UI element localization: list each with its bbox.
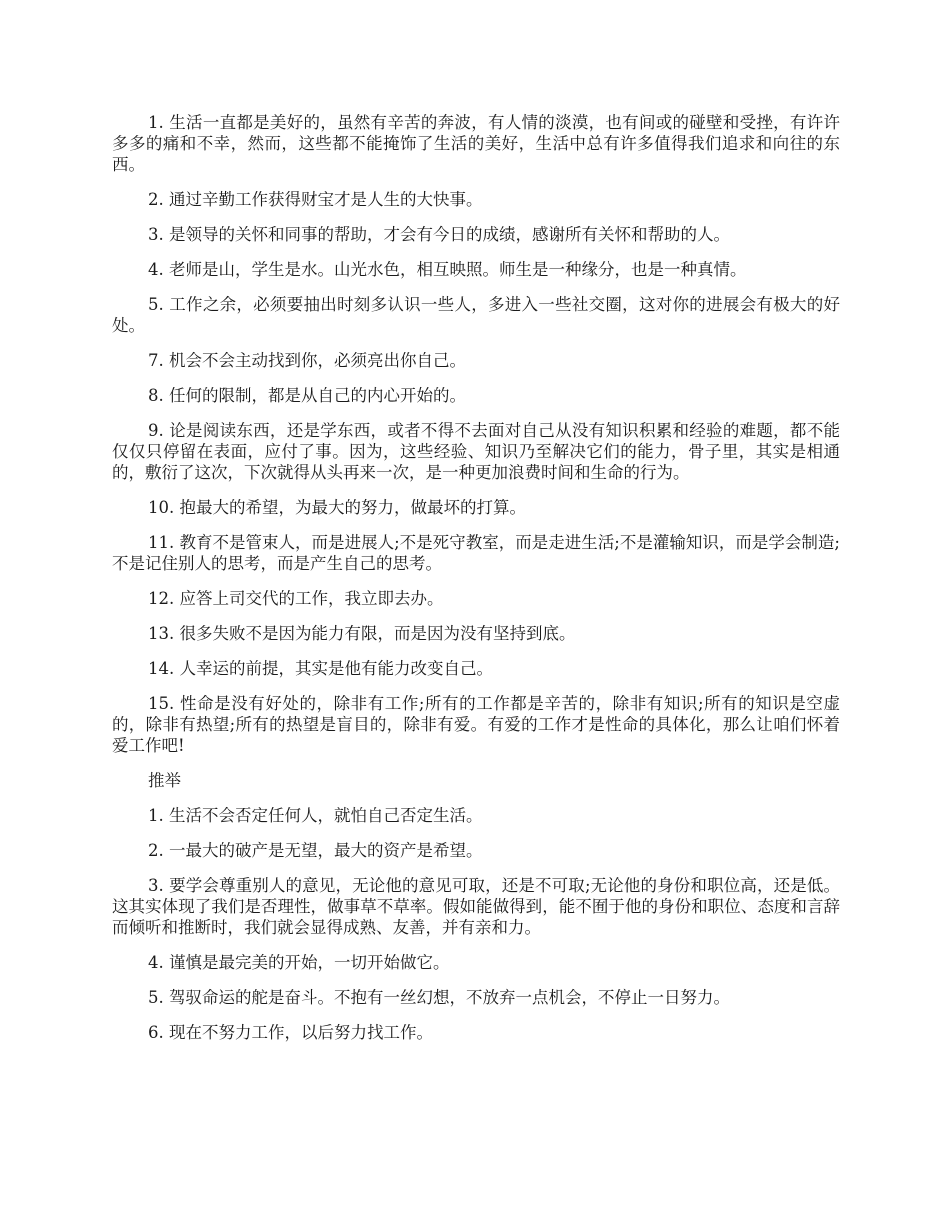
paragraph: 1. 生活不会否定任何人，就怕自己否定生活。 [148,806,483,825]
document-body [112,112,840,1057]
paragraph: 14. 人幸运的前提，其实是他有能力改变自己。 [148,659,493,678]
paragraph: 13. 很多失败不是因为能力有限，而是因为没有坚持到底。 [148,624,576,643]
paragraph: 3. 要学会尊重别人的意见，无论他的意见可取，还是不可取;无论他的身份和职位高，还是低。这其实体现了我们是否理性，做事草不草率。假如能做得到，能不囿于他的身份和职位、态度和言辞而倾听和推断时，我们就会显得成熟、友善，并有亲和力。 [112,876,840,937]
section-heading: 推举 [148,771,181,790]
paragraph: 3. 是领导的关怀和同事的帮助，才会有今日的成绩，感谢所有关怀和帮助的人。 [148,225,730,244]
paragraph: 4. 谨慎是最完美的开始，一切开始做它。 [148,953,450,972]
paragraph: 2. 通过辛勤工作获得财宝才是人生的大快事。 [148,190,483,209]
paragraph: 4. 老师是山，学生是水。山光水色，相互映照。师生是一种缘分，也是一种真情。 [148,260,747,279]
paragraph: 7. 机会不会主动找到你，必须亮出你自己。 [148,351,466,370]
paragraph: 6. 现在不努力工作，以后努力找工作。 [148,1023,433,1042]
paragraph: 8. 任何的限制，都是从自己的内心开始的。 [148,386,466,405]
paragraph: 9. 论是阅读东西，还是学东西，或者不得不去面对自己从没有知识积累和经验的难题，都不能仅仅只停留在表面，应付了事。因为，这些经验、知识乃至解决它们的能力，骨子里，其实是相通的，敷衍了这次，下次就得从头再来一次，是一种更加浪费时间和生命的行为。 [112,421,840,482]
paragraph: 5. 工作之余，必须要抽出时刻多认识一些人，多进入一些社交圈，这对你的进展会有极大的好处。 [112,295,840,335]
paragraph: 11. 教育不是管束人，而是进展人;不是死守教室，而是走进生活;不是灌输知识，而是学会制造;不是记住别人的思考，而是产生自己的思考。 [112,533,840,573]
paragraph: 1. 生活一直都是美好的，虽然有辛苦的奔波，有人情的淡漠，也有间或的碰壁和受挫，有许许多多的痛和不幸，然而，这些都不能掩饰了生活的美好，生活中总有许多值得我们追求和向往的东西。 [112,113,840,174]
paragraph: 10. 抱最大的希望，为最大的努力，做最坏的打算。 [148,498,526,517]
paragraph: 12. 应答上司交代的工作，我立即去办。 [148,589,444,608]
paragraph: 5. 驾驭命运的舵是奋斗。不抱有一丝幻想，不放弃一点机会，不停止一日努力。 [148,988,730,1007]
paragraph: 2. 一最大的破产是无望，最大的资产是希望。 [148,841,483,860]
paragraph: 15. 性命是没有好处的，除非有工作;所有的工作都是辛苦的，除非有知识;所有的知识是空虚的，除非有热望;所有的热望是盲目的，除非有爱。有爱的工作才是性命的具体化，那么让咱们怀着爱工作吧! [112,694,840,755]
